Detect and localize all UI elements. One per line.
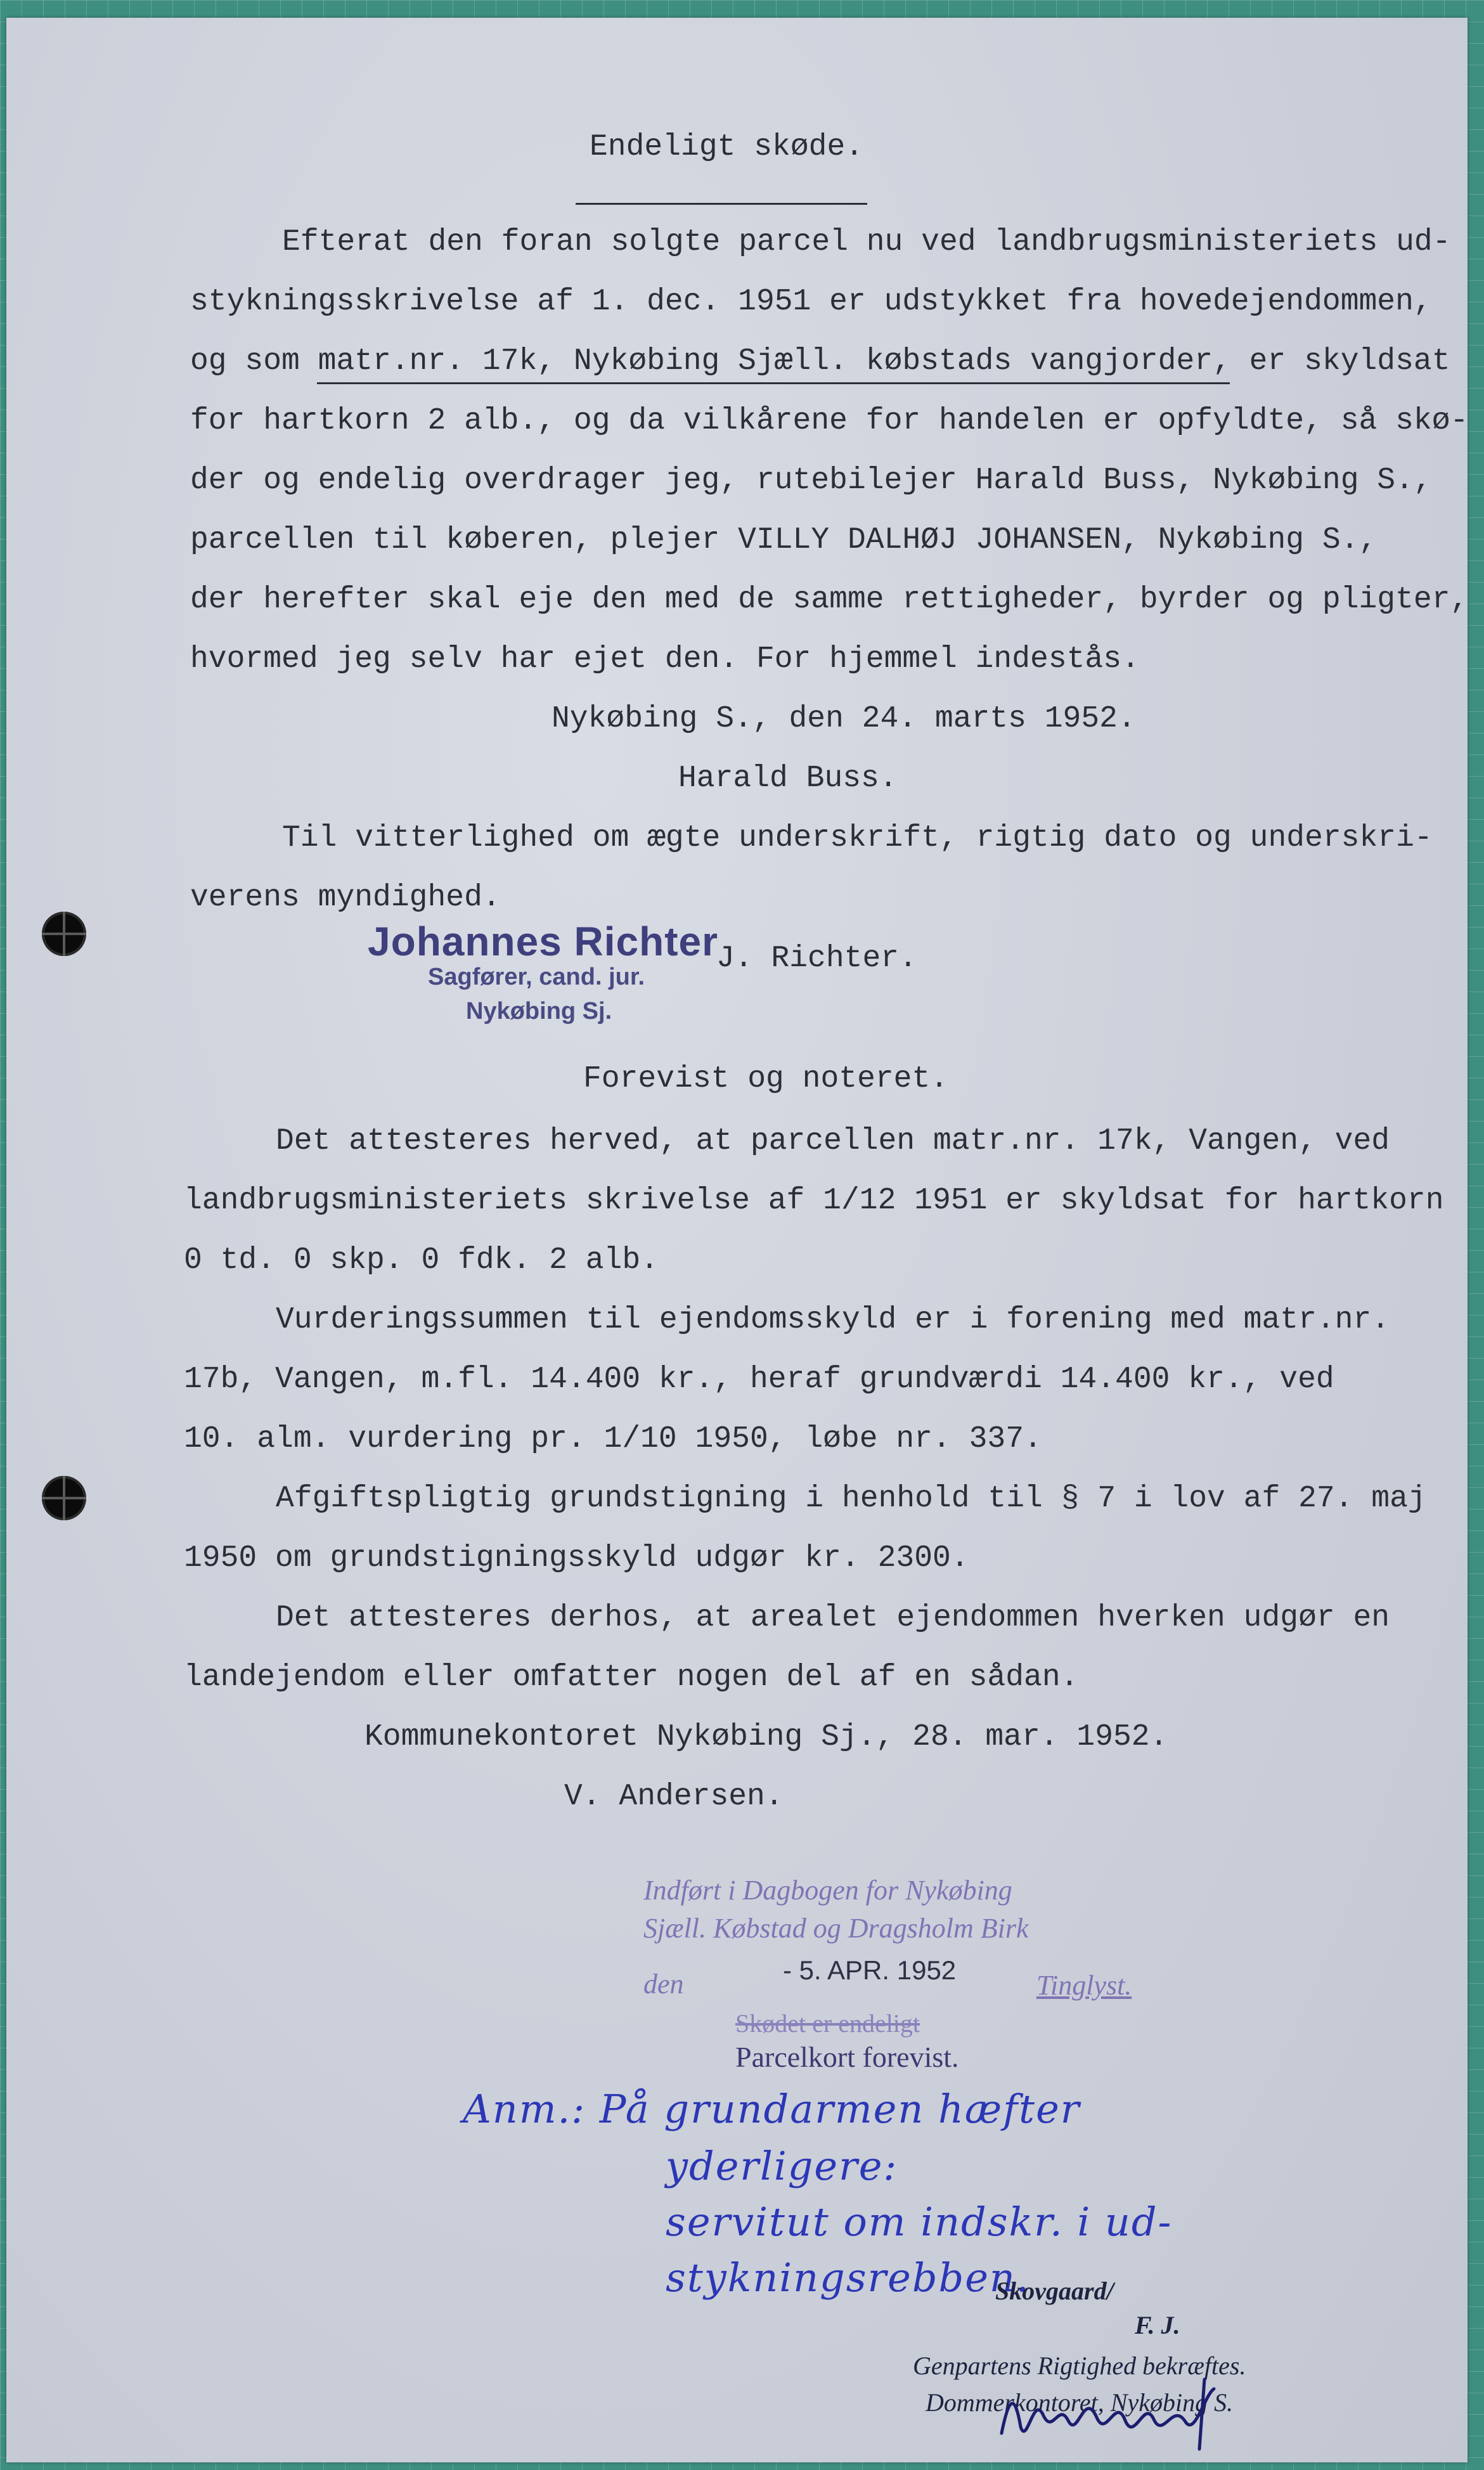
seller-signature: Harald Buss.: [678, 761, 898, 796]
para1-line-5: der og endelig overdrager jeg, rutebilejer Harald Buss, Nykøbing S.,: [190, 463, 1432, 498]
registration-stamp-line-2: Sjæll. Købstad og Dragsholm Birk: [643, 1913, 1029, 1944]
property-underline: [317, 382, 1230, 384]
handwritten-signature: [995, 2376, 1236, 2452]
witness-signature: J. Richter.: [716, 941, 917, 976]
punch-hole-bottom: [42, 1476, 86, 1520]
closing-initials: F. J.: [1135, 2311, 1180, 2339]
para1-line-3: og som matr.nr. 17k, Nykøbing Sjæll. købstads vangjorder, er skyldsat: [190, 344, 1450, 378]
registration-stamp-den: den: [643, 1969, 684, 2000]
lawyer-stamp-title: Sagfører, cand. jur.: [428, 964, 645, 990]
para5-line-1: Det attesteres derhos, at arealet ejendommen hverken udgør en: [276, 1601, 1390, 1635]
para1-line-2: stykningsskrivelse af 1. dec. 1951 er udstykket fra hovedejendommen,: [190, 285, 1432, 319]
para2-line-2: landbrugsministeriets skrivelse af 1/12 1951 er skyldsat for hartkorn: [184, 1184, 1444, 1218]
closing-certify: Genpartens Rigtighed bekræftes.: [913, 2351, 1246, 2380]
para5-line-2: landejendom eller omfatter nogen del af en sådan.: [184, 1660, 1079, 1695]
punch-hole-top: [42, 912, 86, 956]
handwritten-note-line-3: servitut om indskr. i ud-: [666, 2199, 1173, 2245]
place-date: Nykøbing S., den 24. marts 1952.: [552, 702, 1136, 736]
office-signature: V. Andersen.: [564, 1780, 784, 1814]
para1-line-4: for hartkorn 2 alb., og da vilkårene for handelen er opfyldte, så skø-: [190, 404, 1469, 438]
witness-line-2: verens myndighed.: [190, 881, 501, 915]
title-underline: [576, 203, 867, 205]
lawyer-stamp-name: Johannes Richter: [368, 919, 719, 964]
office-date: Kommunekontoret Nykøbing Sj., 28. mar. 1952.: [365, 1720, 1168, 1754]
registration-stamp-tinglyst: Tinglyst.: [1036, 1970, 1132, 2001]
registration-stamp-struck: Skødet er endeligt: [735, 2009, 920, 2038]
para2-line-1: Det attesteres herved, at parcellen matr.nr. 17k, Vangen, ved: [276, 1124, 1390, 1158]
para1-line-7: der herefter skal eje den med de samme rettigheder, byrder og pligter,: [190, 583, 1469, 617]
para4-line-2: 1950 om grundstigningsskyld udgør kr. 2300.: [184, 1541, 969, 1575]
handwritten-note-line-2: yderligere:: [666, 2143, 898, 2189]
registration-stamp-line-1: Indført i Dagbogen for Nykøbing: [643, 1875, 1012, 1906]
handwritten-note-line-4: stykningsrebben.: [666, 2254, 1030, 2301]
handwritten-note-line-1: Anm.: På grundarmen hæfter: [463, 2086, 1081, 2132]
lawyer-stamp-place: Nykøbing Sj.: [466, 998, 612, 1025]
noted-heading: Forevist og noteret.: [583, 1062, 949, 1096]
registration-stamp-parcelkort: Parcelkort forevist.: [735, 2041, 959, 2073]
para4-line-1: Afgiftspligtig grundstigning i henhold til § 7 i lov af 27. maj: [276, 1482, 1426, 1516]
document-title: Endeligt skøde.: [590, 130, 864, 164]
para1-line-6: parcellen til køberen, plejer VILLY DALHØJ JOHANSEN, Nykøbing S.,: [190, 523, 1378, 557]
closing-office: Dommerkontoret, Nykøbing S.: [926, 2388, 1234, 2417]
para3-line-1: Vurderingssummen til ejendomsskyld er i forening med matr.nr.: [276, 1303, 1390, 1337]
document-page: [6, 18, 1468, 2462]
para1-line-8: hvormed jeg selv har ejet den. For hjemmel indestås.: [190, 642, 1140, 676]
closing-skovgaard: Skovgaard/: [995, 2277, 1114, 2305]
para3-line-2: 17b, Vangen, m.fl. 14.400 kr., heraf grundværdi 14.400 kr., ved: [184, 1362, 1334, 1397]
witness-line-1: Til vitterlighed om ægte underskrift, rigtig dato og underskri-: [282, 821, 1433, 855]
registration-stamp-date: - 5. APR. 1952: [783, 1955, 957, 1985]
para3-line-3: 10. alm. vurdering pr. 1/10 1950, løbe nr. 337.: [184, 1422, 1042, 1456]
para1-line-1: Efterat den foran solgte parcel nu ved landbrugsministeriets ud-: [282, 225, 1451, 259]
para2-line-3: 0 td. 0 skp. 0 fdk. 2 alb.: [184, 1243, 659, 1277]
